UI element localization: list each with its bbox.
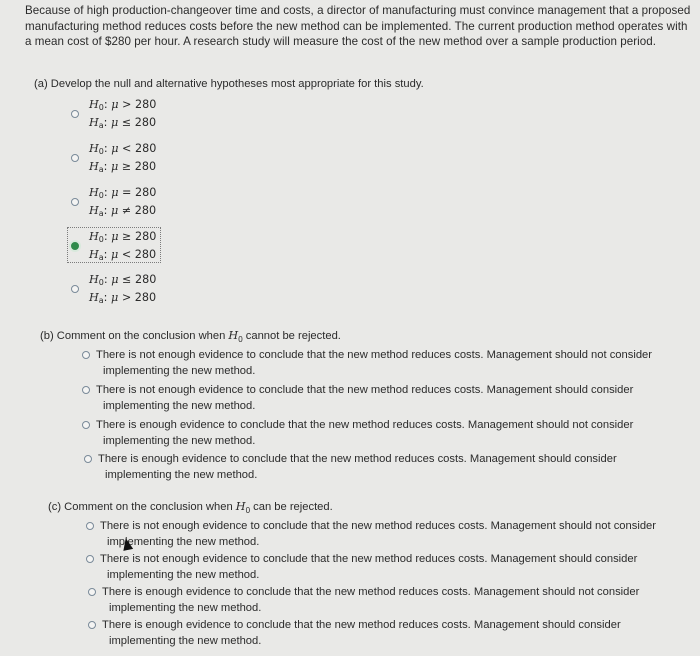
- null-hypothesis: $H_0$: μ > 280: [89, 98, 157, 112]
- choice-text: There is not enough evidence to conclude that the new method reduces costs. Management should not consider implementing the new method.: [96, 349, 652, 377]
- null-hypothesis: $H_0$: μ = 280: [89, 186, 157, 200]
- radio-button[interactable]: [88, 621, 96, 629]
- null-hypothesis: $H_0$: μ ≤ 280: [89, 273, 157, 287]
- choice-text: There is enough evidence to conclude that the new method reduces costs. Management should not consider implementing the new method.: [96, 419, 634, 447]
- problem-statement: Because of high production-changeover time and costs, a director of manufacturing must convince management that a proposed manufacturing method reduces costs before the new method can be implemented. The current production method operates with a mean cost of $280 per hour. A research study will measure the cost of the new method over a sample production period.: [25, 4, 691, 48]
- null-hypothesis: $H_0$: μ ≥ 280: [89, 230, 157, 244]
- part-b-prompt: (b) Comment on the conclusion when $H_0$ cannot be rejected.: [40, 329, 341, 345]
- radio-button[interactable]: [71, 285, 79, 293]
- radio-button[interactable]: [82, 421, 90, 429]
- radio-button-selected[interactable]: [71, 242, 79, 250]
- radio-button[interactable]: [71, 110, 79, 118]
- radio-button[interactable]: [71, 198, 79, 206]
- radio-button[interactable]: [84, 455, 92, 463]
- hypothesis-option-2[interactable]: [70, 142, 210, 176]
- part-c-prompt: (c) Comment on the conclusion when $H_0$ can be rejected.: [48, 500, 333, 516]
- choice-text: There is enough evidence to conclude that the new method reduces costs. Management should consider implementing the new method.: [102, 619, 621, 647]
- choice-text: There is enough evidence to conclude that the new method reduces costs. Management should not consider implementing the new method.: [102, 586, 640, 614]
- radio-button[interactable]: [82, 386, 90, 394]
- hypothesis-option-1[interactable]: [70, 98, 210, 132]
- hypothesis-option-4[interactable]: [70, 230, 210, 264]
- hypothesis-option-3[interactable]: [70, 186, 210, 220]
- part-a-prompt: (a) Develop the null and alternative hypotheses most appropriate for this study.: [34, 78, 424, 90]
- choice-text: There is enough evidence to conclude that the new method reduces costs. Management should consider implementing the new method.: [98, 453, 617, 481]
- choice-text: There is not enough evidence to conclude that the new method reduces costs. Management should not consider implementing the new method.: [100, 520, 656, 548]
- null-hypothesis: $H_0$: μ < 280: [89, 142, 157, 156]
- choice-text: There is not enough evidence to conclude that the new method reduces costs. Management should consider implementing the new method.: [96, 384, 634, 412]
- choice-text: There is not enough evidence to conclude that the new method reduces costs. Management should consider implementing the new method.: [100, 553, 638, 581]
- mouse-cursor-icon: [121, 537, 133, 551]
- radio-button[interactable]: [82, 351, 90, 359]
- alternative-hypothesis: $H_a$: μ < 280: [89, 248, 157, 262]
- alternative-hypothesis: $H_a$: μ ≥ 280: [89, 160, 157, 174]
- alternative-hypothesis: $H_a$: μ ≤ 280: [89, 116, 157, 130]
- radio-button[interactable]: [71, 154, 79, 162]
- hypothesis-option-5[interactable]: [70, 273, 210, 307]
- alternative-hypothesis: $H_a$: μ > 280: [89, 291, 157, 305]
- radio-button[interactable]: [86, 522, 94, 530]
- alternative-hypothesis: $H_a$: μ ≠ 280: [89, 204, 157, 218]
- radio-button[interactable]: [88, 588, 96, 596]
- radio-button[interactable]: [86, 555, 94, 563]
